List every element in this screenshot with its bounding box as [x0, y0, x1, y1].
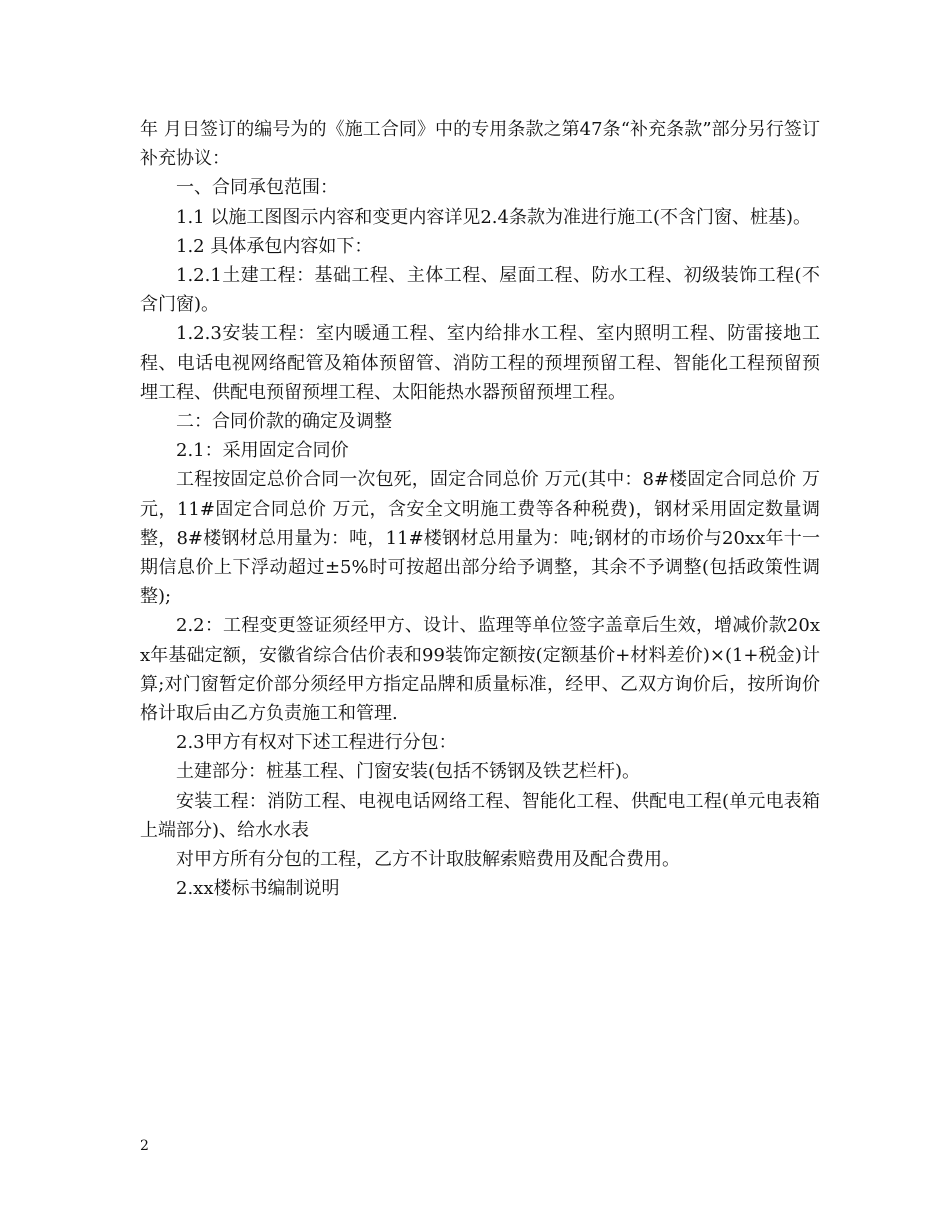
heading-scope: 一、合同承包范围： [176, 177, 338, 199]
paragraph-1-2-3: 1.2.3安装工程：室内暖通工程、室内给排水工程、室内照明工程、防雷接地工程、电话电视网络配管及箱体预留管、消防工程的预埋预留工程、智能化工程预留预埋工程、供配电预留预埋工程、太阳能热水器预留预埋工程。 [140, 323, 820, 403]
paragraph-1-2: 1.2 具体承包内容如下： [176, 235, 373, 257]
paragraph-claims: 对甲方所有分包的工程，乙方不计取肢解索赔费用及配合费用。 [176, 849, 680, 871]
document-body [140, 115, 820, 903]
paragraph-2-1: 2.1：采用固定合同价 [176, 440, 349, 462]
page-number: 2 [140, 1138, 149, 1154]
paragraph-fixed-price: 工程按固定总价合同一次包死，固定合同总价 万元(其中：8#楼固定合同总价 万元，11#固定合同总价 万元，含安全文明施工费等各种税费)，钢材采用固定数量调整，8#楼钢材总用量为：吨，11#楼钢材总用量为：吨;钢材的市场价与20xx年十一期信息价上下浮动超过±5%时可按超出部分给予调整，其余不予调整(包括政策性调整); [140, 469, 820, 608]
heading-price: 二：合同价款的确定及调整 [176, 411, 392, 433]
paragraph-civil-subcontract: 土建部分：桩基工程、门窗安装(包括不锈钢及铁艺栏杆)。 [176, 761, 641, 783]
paragraph-1-1: 1.1 以施工图图示内容和变更内容详见2.4条款为准进行施工(不含门窗、桩基)。 [176, 206, 812, 228]
paragraph-2-3: 2.3甲方有权对下述工程进行分包： [176, 732, 457, 754]
paragraph-install-subcontract: 安装工程：消防工程、电视电话网络工程、智能化工程、供配电工程(单元电表箱上端部分)、给水水表 [140, 790, 820, 841]
paragraph-tender-notes: 2.xx楼标书编制说明 [176, 878, 340, 900]
paragraph-intro: 年 月日签订的编号为的《施工合同》中的专用条款之第47条“补充条款”部分另行签订补充协议： [140, 119, 820, 170]
paragraph-1-2-1: 1.2.1土建工程：基础工程、主体工程、屋面工程、防水工程、初级装饰工程(不含门窗)。 [140, 265, 820, 316]
paragraph-2-2: 2.2：工程变更签证须经甲方、设计、监理等单位签字盖章后生效，增减价款20xx年基础定额，安徽省综合估价表和99装饰定额按(定额基价+材料差价)×(1+税金)计算;对门窗暂定价部分须经甲方指定品牌和质量标准，经甲、乙双方询价后，按所询价格计取后由乙方负责施工和管理. [140, 615, 820, 725]
